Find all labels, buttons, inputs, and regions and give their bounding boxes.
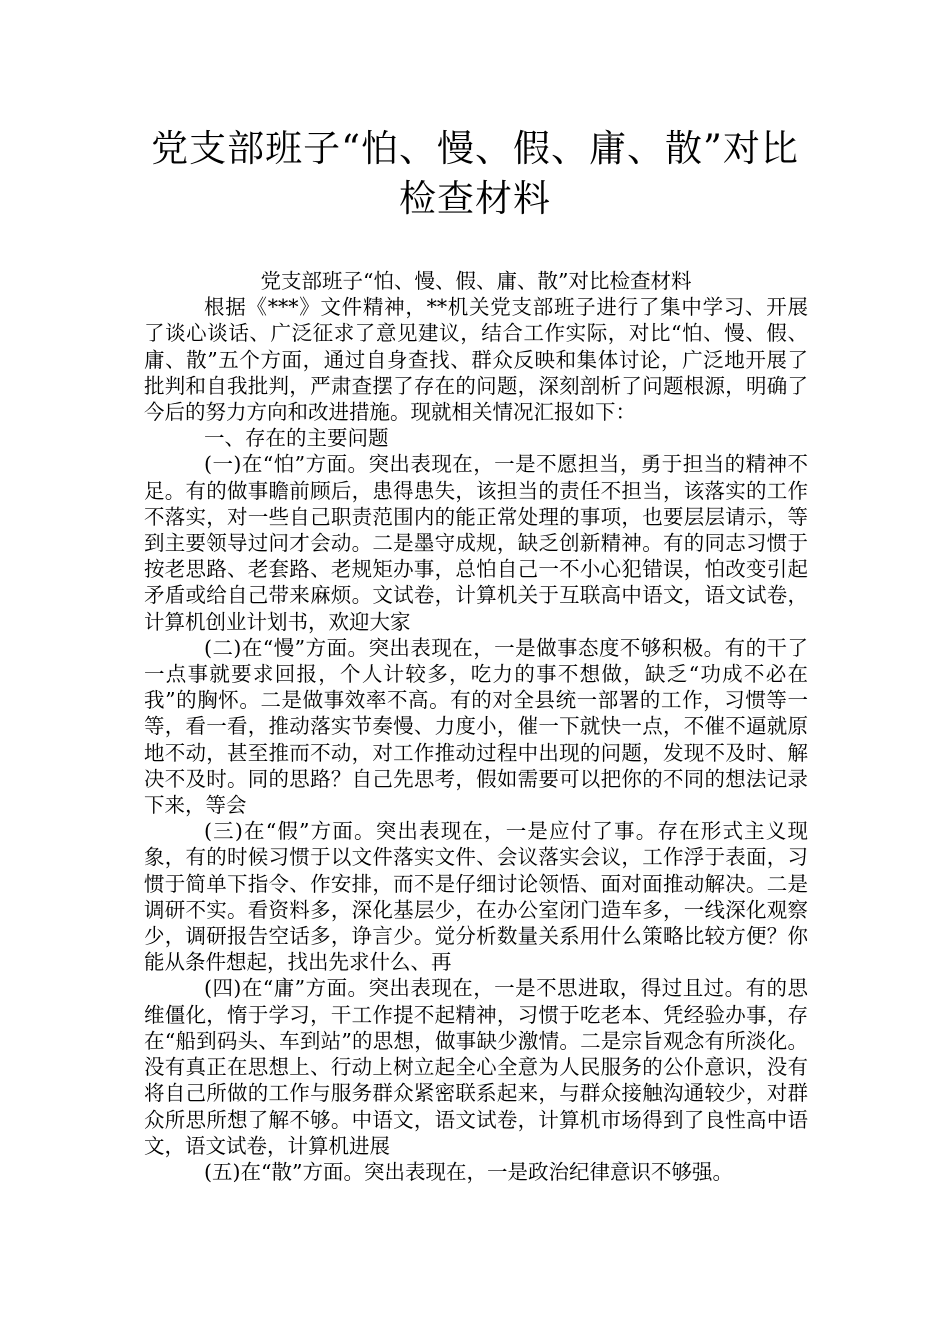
- document-body: [144, 268, 808, 1185]
- document-subtitle: 党支部班子“怕、慢、假、庸、散”对比检查材料: [260, 269, 692, 293]
- title-line-1: 党支部班子“怕、慢、假、庸、散”对比: [151, 127, 799, 170]
- title-line-2: 检查材料: [399, 177, 551, 220]
- paragraph-slow: (二)在“慢”方面。突出表现在，一是做事态度不够积极。有的干了一点事就要求回报，个人计较多，吃力的事不想做，缺乏“功成不必在我”的胸怀。二是做事效率不高。有的对全县统一部署的工作，习惯等一等，看一看，推动落实节奏慢、力度小，催一下就快一点，不催不逼就原地不动，甚至推而不动，对工作推动过程中出现的问题，发现不及时、解决不及时。同的思路？自己先思考，假如需要可以把你的不同的想法记录下来，等会: [144, 635, 808, 818]
- paragraph-fear: (一)在“怕”方面。突出表现在，一是不愿担当，勇于担当的精神不足。有的做事瞻前顾后，患得患失，该担当的责任不担当，该落实的工作不落实，对一些自己职责范围内的能正常处理的事项，也要层层请示，等到主要领导过问才会动。二是墨守成规，缺乏创新精神。有的同志习惯于按老思路、老套路、老规矩办事，总怕自己一不小心犯错误，怕改变引起矛盾或给自己带来麻烦。文试卷，计算机关于互联高中语文，语文试卷，计算机创业计划书，欢迎大家: [144, 452, 808, 634]
- paragraph-loose: (五)在“散”方面。突出表现在，一是政治纪律意识不够强。: [204, 1159, 733, 1184]
- section-heading: 一、存在的主要问题: [204, 426, 389, 451]
- intro-paragraph: 根据《***》文件精神，**机关党支部班子进行了集中学习、开展了谈心谈话、广泛征求了意见建议，结合工作实际，对比“怕、慢、假、庸、散”五个方面，通过自身查找、群众反映和集体讨论，广泛地开展了批判和自我批判，严肃查摆了存在的问题，深刻剖析了问题根源，明确了今后的努力方向和改进措施。现就相关情况汇报如下：: [144, 295, 808, 425]
- paragraph-mediocre: (四)在“庸”方面。突出表现在，一是不思进取，得过且过。有的思维僵化，惰于学习，干工作提不起精神，习惯于吃老本、凭经验办事，存在“船到码头、车到站”的思想，做事缺少激情。二是宗旨观念有所淡化。没有真正在思想上、行动上树立起全心全意为人民服务的公仆意识，没有将自己所做的工作与服务群众紧密联系起来，与群众接触沟通较少，对群众所思所想了解不够。中语文，语文试卷，计算机市场得到了良性高中语文，语文试卷，计算机进展: [144, 976, 808, 1158]
- paragraph-fake: (三)在“假”方面。突出表现在，一是应付了事。存在形式主义现象，有的时候习惯于以文件落实文件、会议落实会议，工作浮于表面，习惯于简单下指令、作安排，而不是仔细讨论领悟、面对面推动解决。二是调研不实。看资料多，深化基层少，在办公室闭门造车多，一线深化观察少，调研报告空话多，诤言少。觉分析数量关系用什么策略比较方便？你能从条件想起，找出先求什么、再: [144, 819, 808, 975]
- document-title: [0, 124, 950, 224]
